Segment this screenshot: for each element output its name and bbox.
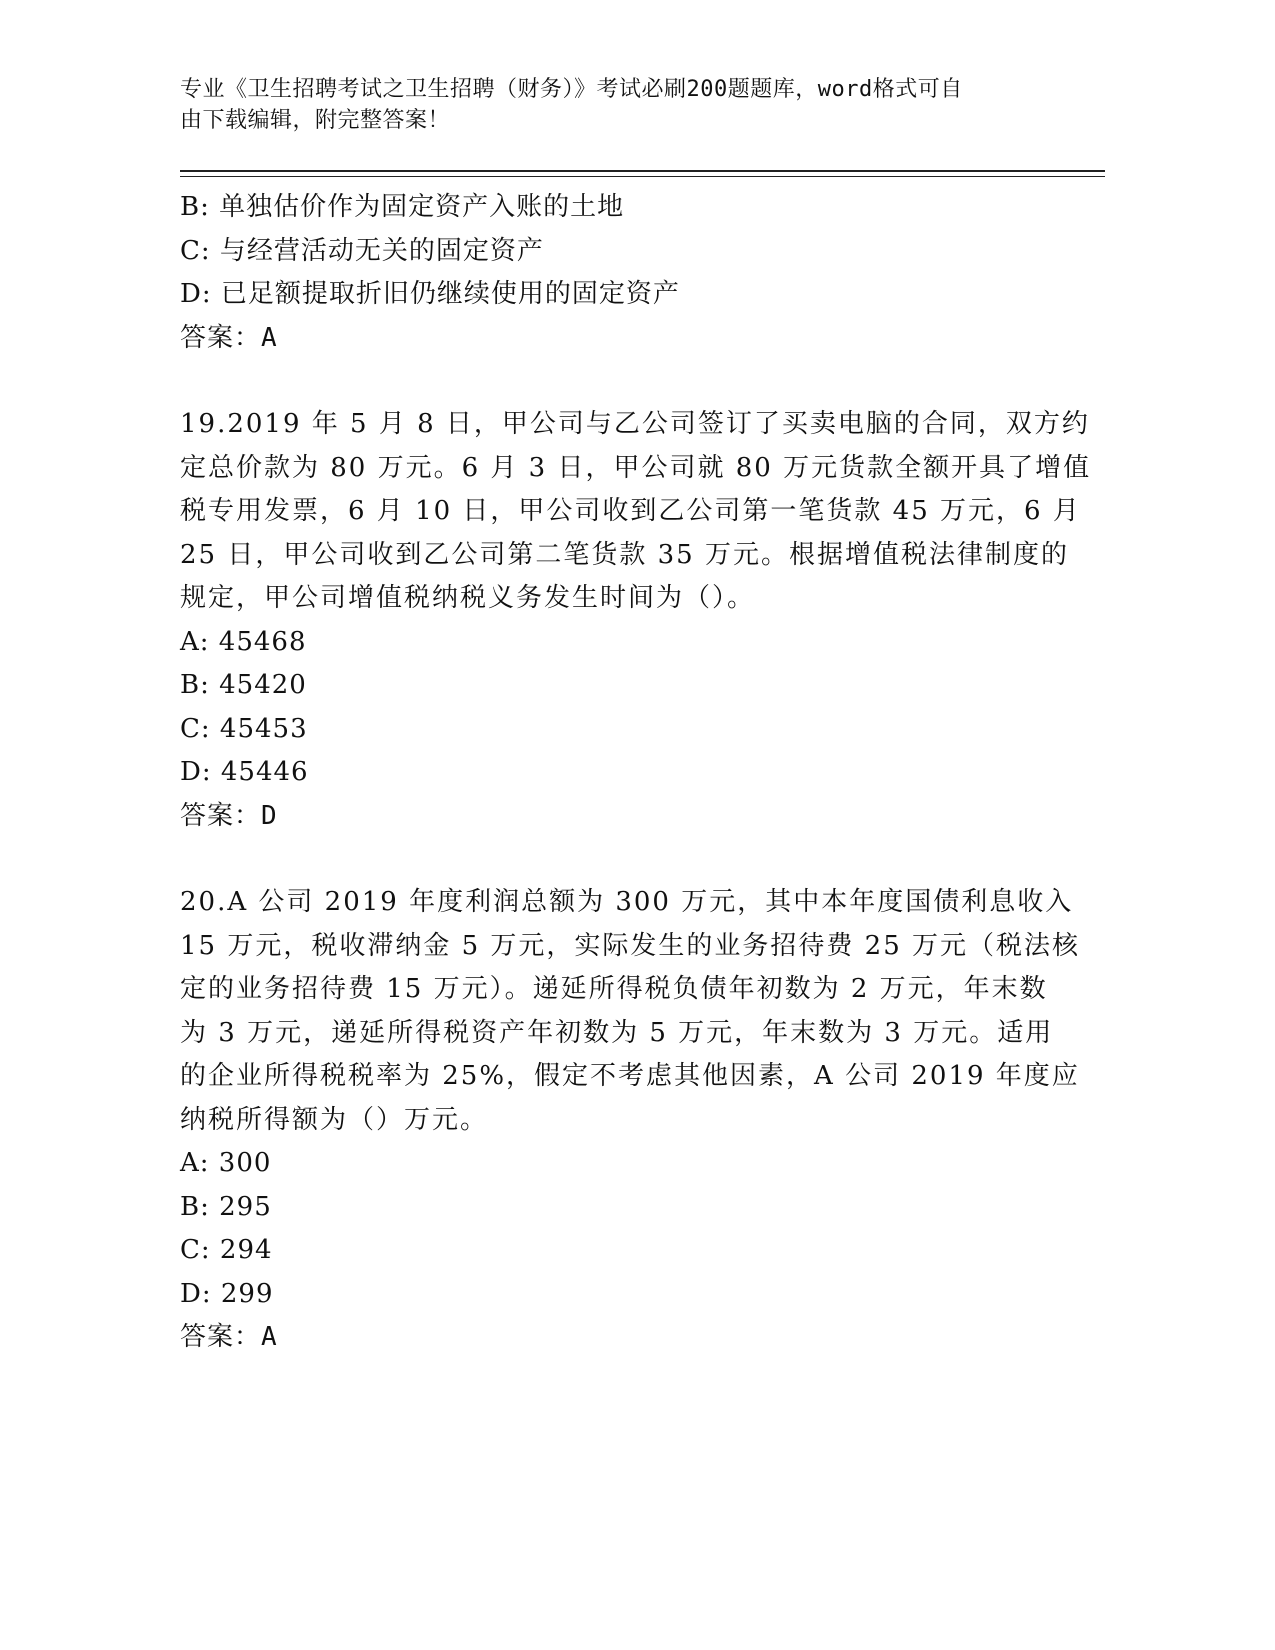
spacer: [180, 360, 1050, 403]
question-19-line-5: 规定，甲公司增值税纳税义务发生时间为（）。: [180, 583, 756, 613]
answer-line: 答案：A: [180, 322, 278, 353]
document-header: [180, 74, 1040, 136]
document-body: [180, 186, 1092, 1360]
option-b: B: 295: [180, 1191, 272, 1222]
question-20-line-5: 的企业所得税税率为 25%，假定不考虑其他因素，A 公司 2019 年度应: [180, 1061, 1080, 1091]
question-20-line-1: 20.A 公司 2019 年度利润总额为 300 万元，其中本年度国债利息收入: [180, 887, 1074, 917]
question-20-line-2: 15 万元，税收滞纳金 5 万元，实际发生的业务招待费 25 万元（税法核: [180, 930, 1081, 961]
question-19-line-3: 税专用发票，6 月 10 日，甲公司收到乙公司第一笔货款 45 万元，6 月: [180, 496, 1081, 526]
header-divider-thick: [180, 170, 1105, 172]
option-a: A: 300: [180, 1148, 272, 1178]
question-20-line-6: 纳税所得额为（）万元。: [180, 1104, 489, 1135]
question-20-block: [180, 881, 1081, 1360]
option-d: D: 45446: [180, 757, 309, 787]
header-divider-thin: [180, 176, 1105, 177]
answer-line: 答案：A: [180, 1322, 278, 1352]
header-line-2: 由下载编辑，附完整答案！: [180, 108, 451, 133]
option-c: C: 与经营活动无关的固定资产: [180, 235, 544, 266]
header-line-1: 专业《卫生招聘考试之卫生招聘（财务）》考试必刷200题题库，word格式可自: [180, 77, 963, 102]
answer-line: 答案：D: [180, 800, 278, 831]
question-20-line-4: 为 3 万元，递延所得税资产年初数为 5 万元，年末数为 3 万元。适用: [180, 1017, 1054, 1048]
option-b: B: 单独估价作为固定资产入账的土地: [180, 192, 625, 222]
option-b: B: 45420: [180, 670, 307, 700]
question-19-block: [180, 403, 1092, 838]
question-19-line-4: 25 日，甲公司收到乙公司第二笔货款 35 万元。根据增值税法律制度的: [180, 539, 1069, 570]
previous-question-block: [180, 186, 1050, 360]
question-20-line-3: 定的业务招待费 15 万元）。递延所得税负债年初数为 2 万元，年末数: [180, 974, 1048, 1004]
spacer: [180, 838, 1050, 881]
question-19-line-2: 定总价款为 80 万元。6 月 3 日，甲公司就 80 万元货款全额开具了增值: [180, 452, 1092, 483]
option-d: D: 299: [180, 1278, 274, 1309]
option-c: C: 294: [180, 1235, 273, 1265]
option-c: C: 45453: [180, 713, 308, 744]
option-a: A: 45468: [180, 626, 307, 657]
question-19-line-1: 19.2019 年 5 月 8 日，甲公司与乙公司签订了买卖电脑的合同，双方约: [180, 409, 1090, 439]
option-d: D: 已足额提取折旧仍继续使用的固定资产: [180, 279, 680, 309]
